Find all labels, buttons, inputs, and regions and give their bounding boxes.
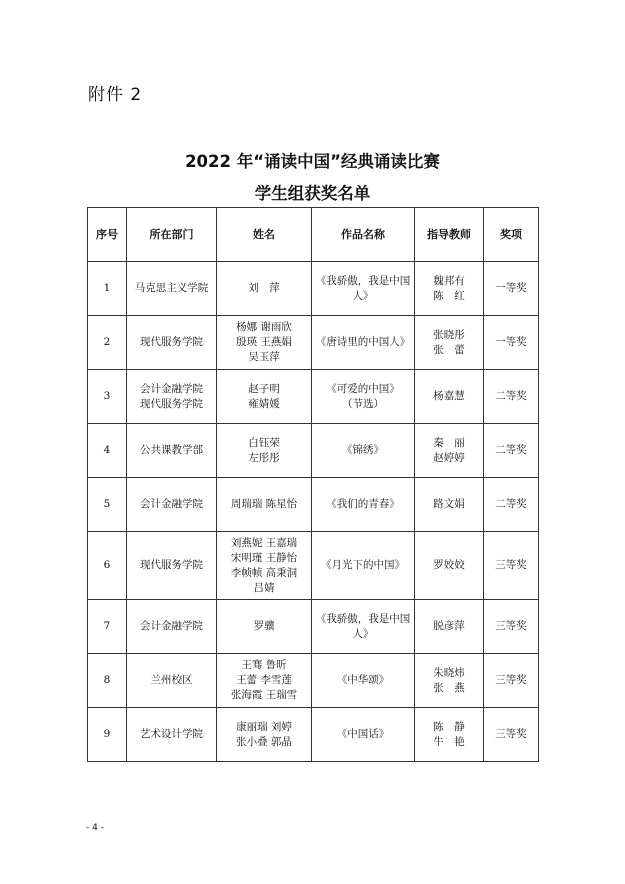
attachment-label: 附件 2 [88,85,143,105]
cell-department-line: 现代服务学院 [140,397,203,410]
cell-department [127,370,217,424]
cell-teacher-line: 张晓彤 [433,328,465,341]
cell-department [127,316,217,370]
cell-work [312,708,415,762]
cell-work-line: 《可爱的中国》 [326,382,400,395]
cell-work-line: 《我骄傲，我是中国 [315,612,411,625]
cell-teacher-line: 路文娟 [433,498,465,510]
cell-teacher [415,370,484,424]
cell-work-line: 《中国话》 [336,728,390,740]
cell-teacher-line: 杨嘉慧 [433,390,465,402]
cell-department [127,424,217,478]
cell-work [312,262,415,316]
cell-name-line: 吴玉萍 [248,351,280,363]
cell-department [127,532,217,600]
cell-number: 4 [88,424,127,478]
cell-teacher-line: 脱彦萍 [433,620,465,632]
cell-name-line: 雍婧媛 [248,397,280,410]
cell-award: 一等奖 [484,262,539,316]
cell-teacher [415,424,484,478]
cell-name-line: 周瑞瑞 陈星怡 [230,498,298,510]
cell-work-line: 《唐诗里的中国人》 [315,336,411,348]
cell-number: 1 [88,262,127,316]
table-row [88,654,539,708]
table-row [88,262,539,316]
cell-teacher-line: 陈 红 [433,289,465,302]
cell-award: 三等奖 [484,708,539,762]
cell-award: 三等奖 [484,532,539,600]
cell-name-line: 赵子明 [248,382,280,395]
cell-number: 9 [88,708,127,762]
cell-name-line: 吕婧 [253,581,275,594]
cell-work-line: 《我们的青春》 [326,498,400,510]
cell-name-line: 殷瑛 王燕娟 [236,336,292,348]
cell-department-line: 现代服务学院 [140,559,203,571]
award-table [87,207,539,762]
cell-number: 5 [88,478,127,532]
cell-work [312,370,415,424]
cell-department-line: 会计金融学院 [140,498,203,510]
cell-name [217,654,312,708]
document-subtitle: 学生组获奖名单 [254,184,371,203]
cell-name-line: 白钰荣 [248,436,280,449]
cell-award: 三等奖 [484,654,539,708]
cell-work-line: 《我骄傲，我是中国 [315,274,411,287]
cell-teacher-line: 赵婷婷 [433,451,465,464]
header-teacher: 指导教师 [415,208,484,262]
cell-department-line: 会计金融学院 [140,620,203,632]
table-header-row [88,208,539,262]
cell-teacher-line: 魏邦有 [433,274,465,287]
header-name: 姓名 [217,208,312,262]
cell-name [217,478,312,532]
cell-number: 2 [88,316,127,370]
cell-teacher [415,316,484,370]
cell-number: 7 [88,600,127,654]
cell-name [217,262,312,316]
cell-teacher-line: 朱晓炜 [433,666,465,679]
cell-work [312,424,415,478]
cell-work [312,532,415,600]
cell-name [217,600,312,654]
cell-number: 8 [88,654,127,708]
cell-work-line: 《锦绣》 [342,444,384,456]
cell-teacher [415,654,484,708]
cell-name-line: 刘燕妮 王嘉瑞 [230,536,298,549]
cell-award: 二等奖 [484,370,539,424]
cell-award: 一等奖 [484,316,539,370]
cell-work [312,478,415,532]
header-work: 作品名称 [312,208,415,262]
cell-number: 3 [88,370,127,424]
cell-award: 二等奖 [484,478,539,532]
table-row [88,600,539,654]
table-row [88,316,539,370]
cell-name-line: 王蕾 李雪莲 [236,674,292,686]
table-row [88,370,539,424]
cell-name-line: 张小叠 郭晶 [236,735,292,748]
cell-teacher [415,262,484,316]
cell-name [217,424,312,478]
cell-name-line: 王骞 鲁昕 [241,659,287,671]
cell-work [312,600,415,654]
cell-name-line: 刘 萍 [248,282,280,294]
cell-teacher [415,532,484,600]
cell-name-line: 罗骥 [253,620,275,632]
cell-department [127,600,217,654]
cell-name [217,316,312,370]
document-title: 2022 年“诵读中国”经典诵读比赛 [185,152,440,171]
cell-teacher-line: 牛 艳 [433,735,465,748]
cell-name-line: 张海霞 王瑞雪 [230,689,298,701]
cell-teacher-line: 张 燕 [433,681,465,694]
table-row [88,708,539,762]
table-row [88,532,539,600]
cell-work-line: （节选） [342,397,384,410]
cell-department-line: 兰州校区 [150,674,193,686]
cell-department [127,708,217,762]
cell-department-line: 公共课教学部 [140,444,203,456]
cell-work-line: 人》 [352,289,374,302]
cell-department [127,654,217,708]
header-number: 序号 [88,208,127,262]
cell-award: 二等奖 [484,424,539,478]
table-row [88,478,539,532]
cell-name-line: 康丽瑞 刘婷 [236,720,292,733]
cell-teacher-line: 秦 丽 [433,436,465,449]
cell-award: 三等奖 [484,600,539,654]
cell-teacher [415,708,484,762]
cell-work-line: 《月光下的中国》 [321,559,405,571]
cell-department-line: 现代服务学院 [140,336,203,348]
cell-teacher-line: 罗姣姣 [433,559,465,571]
cell-department-line: 艺术设计学院 [140,728,203,740]
cell-work [312,654,415,708]
header-department: 所在部门 [127,208,217,262]
cell-work [312,316,415,370]
cell-department [127,478,217,532]
cell-name-line: 李帧帧 高秉洞 [230,566,298,579]
cell-department-line: 会计金融学院 [140,382,203,395]
header-award: 奖项 [484,208,539,262]
table-body [88,262,539,762]
cell-name-line: 宋明瑾 王静怡 [230,551,298,564]
cell-work-line: 人》 [352,627,374,640]
cell-name-line: 左彤彤 [248,451,280,464]
cell-name-line: 杨娜 谢雨欣 [236,321,292,333]
table-row [88,424,539,478]
cell-name [217,370,312,424]
cell-name [217,532,312,600]
cell-teacher-line: 张 蕾 [433,343,465,356]
cell-teacher [415,600,484,654]
cell-name [217,708,312,762]
cell-department-line: 马克思主义学院 [134,282,209,294]
cell-teacher [415,478,484,532]
cell-work-line: 《中华颂》 [336,674,390,686]
cell-number: 6 [88,532,127,600]
cell-department [127,262,217,316]
page-number: - 4 - [86,823,104,833]
cell-teacher-line: 陈 静 [433,720,465,733]
